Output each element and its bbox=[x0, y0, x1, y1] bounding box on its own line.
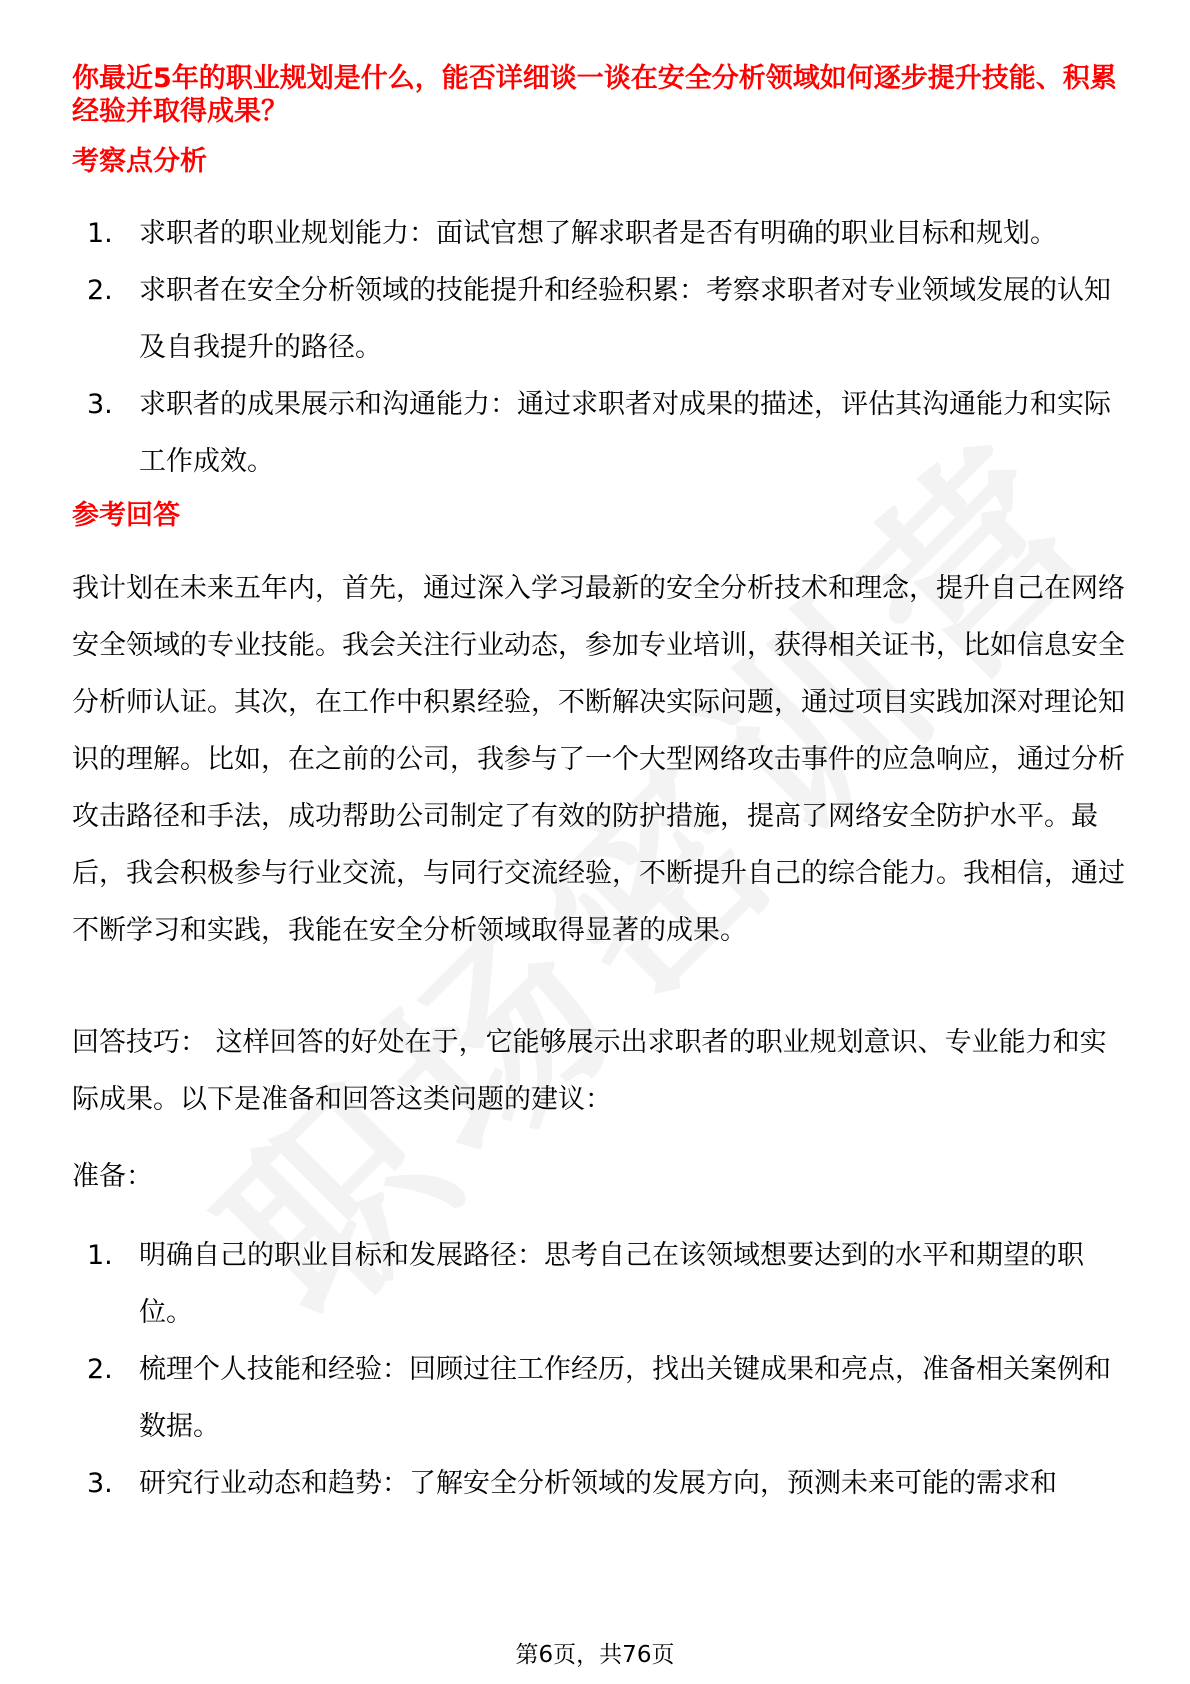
list-item bbox=[72, 1227, 1122, 1341]
analysis-heading: 考察点分析 bbox=[72, 146, 207, 177]
list-item-text: 求职者的职业规划能力：面试官想了解求职者是否有明确的职业目标和规划。 bbox=[139, 218, 1057, 249]
list-item bbox=[72, 1455, 1122, 1512]
list-item-text: 明确自己的职业目标和发展路径：思考自己在该领域想要达到的水平和期望的职位。 bbox=[139, 1240, 1084, 1328]
answer-heading: 参考回答 bbox=[72, 500, 180, 531]
list-item-number: 1. bbox=[87, 1240, 113, 1271]
page-number: 第6页，共76页 bbox=[515, 1642, 675, 1668]
tips-paragraph: 回答技巧： 这样回答的好处在于，它能够展示出求职者的职业规划意识、专业能力和实际成果。以下是准备和回答这类问题的建议： bbox=[72, 1027, 1107, 1115]
list-item-number: 2. bbox=[87, 1354, 113, 1385]
list-item bbox=[72, 205, 1122, 262]
list-item-text: 梳理个人技能和经验：回顾过往工作经历，找出关键成果和亮点，准备相关案例和数据。 bbox=[139, 1354, 1111, 1442]
list-item-number: 2. bbox=[87, 275, 113, 306]
list-item-number: 3. bbox=[87, 389, 113, 420]
list-item bbox=[72, 1341, 1122, 1455]
list-item-text: 求职者在安全分析领域的技能提升和经验积累：考察求职者对专业领域发展的认知及自我提升的路径。 bbox=[139, 275, 1111, 363]
list-item bbox=[72, 376, 1122, 490]
list-item-text: 研究行业动态和趋势：了解安全分析领域的发展方向，预测未来可能的需求和 bbox=[139, 1468, 1057, 1499]
list-item-text: 求职者的成果展示和沟通能力：通过求职者对成果的描述，评估其沟通能力和实际工作成效。 bbox=[139, 389, 1111, 477]
list-item bbox=[72, 262, 1122, 376]
question-title: 你最近5年的职业规划是什么，能否详细谈一谈在安全分析领域如何逐步提升技能、积累经验并取得成果？ bbox=[72, 63, 1117, 127]
prep-label: 准备： bbox=[72, 1161, 153, 1192]
analysis-list bbox=[72, 205, 1122, 490]
list-item-number: 3. bbox=[87, 1468, 113, 1499]
prep-list bbox=[72, 1227, 1122, 1512]
list-item-number: 1. bbox=[87, 218, 113, 249]
answer-body: 我计划在未来五年内，首先，通过深入学习最新的安全分析技术和理念，提升自己在网络安全领域的专业技能。我会关注行业动态，参加专业培训，获得相关证书，比如信息安全分析师认证。其次，在工作中积累经验，不断解决实际问题，通过项目实践加深对理论知识的理解。比如，在之前的公司，我参与了一个大型网络攻击事件的应急响应，通过分析攻击路径和手法，成功帮助公司制定了有效的防护措施，提高了网络安全防护水平。最后，我会积极参与行业交流，与同行交流经验，不断提升自己的综合能力。我相信，通过不断学习和实践，我能在安全分析领域取得显著的成果。 bbox=[72, 573, 1125, 946]
